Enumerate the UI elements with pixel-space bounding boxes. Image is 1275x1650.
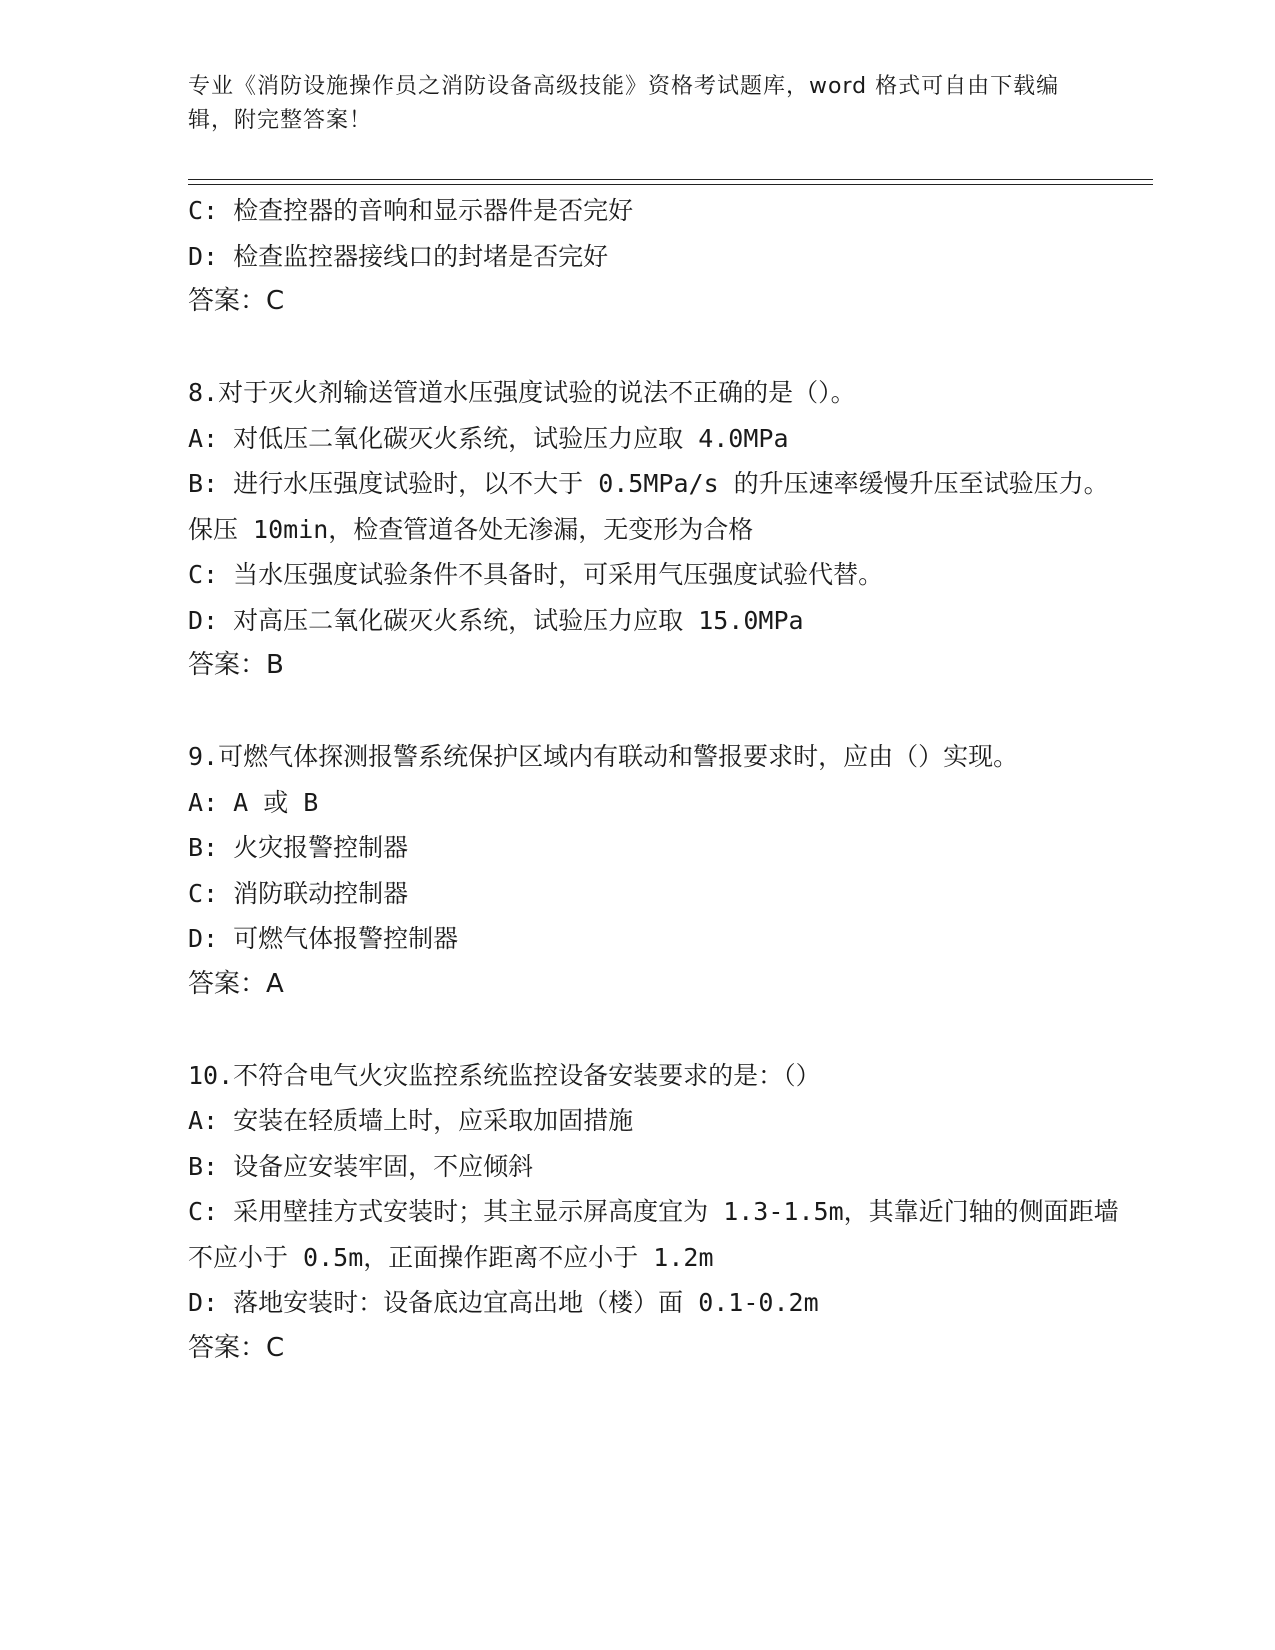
option-d: D: 检查监控器接线口的封堵是否完好 (188, 241, 609, 271)
option-a: A: 安装在轻质墙上时，应采取加固措施 (188, 1106, 634, 1135)
page-header (188, 70, 1088, 138)
option-a: A: 对低压二氧化碳灭火系统，试验压力应取 4.0MPa (188, 423, 789, 453)
option-d: D: 落地安装时：设备底边宜高出地（楼）面 0.1-0.2m (188, 1288, 819, 1317)
spacer (188, 1007, 1128, 1053)
question-stem: 10.不符合电气火灾监控系统监控设备安装要求的是：（） (188, 1060, 821, 1090)
question-10 (188, 1053, 1128, 1372)
option-c: C: 采用壁挂方式安装时；其主显示屏高度宜为 1.3-1.5m，其靠近门轴的侧面距墙不应小于 0.5m，正面操作距离不应小于 1.2m (188, 1197, 1119, 1272)
option-b: B: 进行水压强度试验时，以不大于 0.5MPa/s 的升压速率缓慢升压至试验压力。保压 10min，检查管道各处无渗漏，无变形为合格 (188, 469, 1109, 544)
question-continued (188, 188, 1128, 325)
option-c: C: 消防联动控制器 (188, 878, 409, 908)
question-list (188, 188, 1128, 1371)
spacer (188, 689, 1128, 735)
answer-line: 答案：A (188, 968, 284, 999)
header-rule-top (188, 179, 1153, 180)
option-d: D: 对高压二氧化碳灭火系统，试验压力应取 15.0MPa (188, 605, 804, 635)
answer-line: 答案：B (188, 650, 284, 680)
option-c: C: 当水压强度试验条件不具备时，可采用气压强度试验代替。 (188, 560, 884, 589)
header-title: 专业《消防设施操作员之消防设备高级技能》资格考试题库，word 格式可自由下载编辑，附完整答案！ (188, 74, 1060, 133)
answer-line: 答案：C (188, 286, 285, 316)
answer-line: 答案：C (188, 1332, 285, 1363)
option-b: B: 火灾报警控制器 (188, 833, 409, 862)
option-a: A: A 或 B (188, 787, 319, 817)
option-d: D: 可燃气体报警控制器 (188, 924, 459, 953)
option-c: C: 检查控器的音响和显示器件是否完好 (188, 196, 634, 225)
option-b: B: 设备应安装牢固，不应倾斜 (188, 1151, 534, 1181)
question-stem: 9.可燃气体探测报警系统保护区域内有联动和警报要求时，应由（）实现。 (188, 742, 1019, 771)
question-8 (188, 370, 1128, 689)
question-stem: 8.对于灭火剂输送管道水压强度试验的说法不正确的是（）。 (188, 378, 856, 407)
spacer (188, 325, 1128, 371)
question-9 (188, 734, 1128, 1007)
header-rule-bottom (188, 184, 1153, 185)
